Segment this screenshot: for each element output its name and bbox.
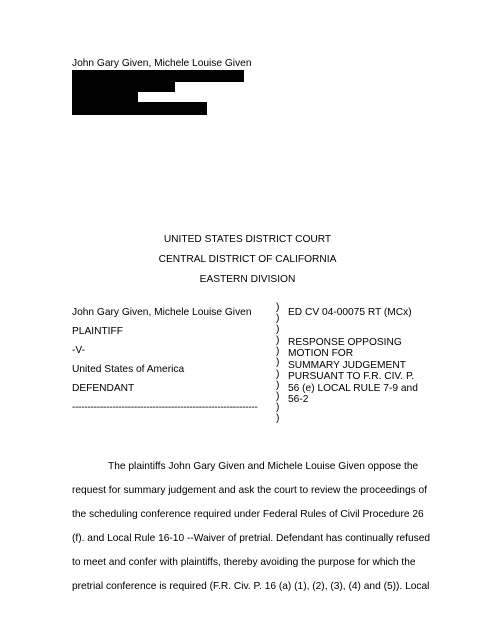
redaction-block-1	[72, 70, 244, 82]
court-name: UNITED STATES DISTRICT COURT	[163, 234, 332, 245]
versus-label: -V-	[72, 345, 86, 356]
document-title-line: MOTION FOR	[288, 348, 354, 360]
redaction-block-2	[72, 82, 175, 92]
document-title-line: PURSUANT TO F.R. CIV. P.	[288, 371, 415, 383]
defendant-label: DEFENDANT	[72, 383, 135, 394]
body-line: The plaintiffs John Gary Given and Michele Louise Given oppose the	[108, 461, 419, 472]
court-division: EASTERN DIVISION	[199, 274, 296, 285]
caption-separator: ------------------------------------------------------------	[72, 402, 258, 413]
body-line: to meet and confer with plaintiffs, thereby avoiding the purpose for which the	[72, 557, 416, 568]
document-title	[288, 337, 418, 405]
defendant-name: United States of America	[72, 364, 185, 375]
caption-parentheses: ) ) ) ) ) ) ) ) ) ) )	[276, 302, 280, 424]
body-line: pretrial conference is required (F.R. Civ. P. 16 (a) (1), (2), (3), (4) and (5)). Local	[72, 581, 430, 592]
document-title-line: SUMMARY JUDGEMENT	[288, 359, 406, 371]
plaintiff-names: John Gary Given, Michele Louise Given	[72, 307, 252, 318]
author-line: John Gary Given, Michele Louise Given	[72, 58, 252, 69]
body-line: (f). and Local Rule 16-10 --Waiver of pretrial. Defendant has continually refused	[72, 533, 431, 544]
document-title-line: RESPONSE OPPOSING	[288, 337, 402, 348]
plaintiff-label: PLAINTIFF	[72, 326, 123, 337]
document-title-line: 56-2	[288, 394, 309, 406]
body-line: request for summary judgement and ask the court to review the proceedings of	[72, 485, 428, 496]
case-number: ED CV 04-00075 RT (MCx)	[288, 307, 412, 318]
redaction-block-3	[72, 92, 138, 102]
redaction-block-4	[72, 102, 207, 115]
court-district: CENTRAL DISTRICT OF CALIFORNIA	[158, 254, 337, 265]
document-title-line: 56 (e) LOCAL RULE 7-9 and	[288, 382, 418, 394]
body-line: the scheduling conference required under Federal Rules of Civil Procedure 26	[72, 509, 424, 520]
